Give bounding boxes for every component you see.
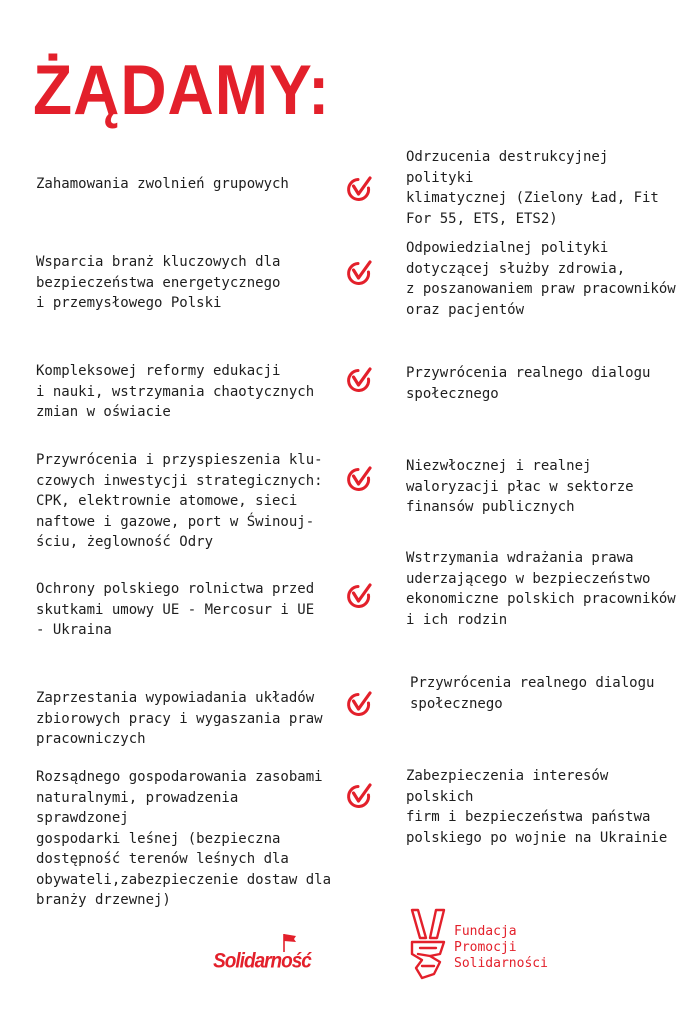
page-title: ŻĄDAMY: [33, 50, 331, 130]
check-circle-icon [345, 690, 373, 718]
v-sign-logo-icon [406, 908, 450, 984]
solidarnosc-logo-text: Solidarność [213, 949, 311, 972]
check-circle-icon [345, 465, 373, 493]
check-circle-icon [345, 366, 373, 394]
demand-left-1: Zahamowania zwolnień grupowych [36, 176, 289, 192]
foundation-name: Fundacja Promocji Solidarności [454, 924, 548, 971]
demand-left-3: Kompleksowej reformy edukacji i nauki, wstrzymania chaotycznych zmian w oświacie [36, 363, 315, 420]
demand-right-6: Przywrócenia realnego dialogu społecznego [410, 675, 655, 712]
demand-right-2: Odpowiedzialnej polityki dotyczącej służby zdrowia, z poszanowaniem praw pracowników oraz pacjentów [406, 240, 676, 318]
demand-right-3: Przywrócenia realnego dialogu społecznego [406, 365, 651, 402]
solidarnosc-logo [198, 930, 326, 972]
demand-left-7: Rozsądnego gospodarowania zasobami naturalnymi, prowadzenia sprawdzonej gospodarki leśnej (bezpieczna dostępność terenów leśnych dla obywateli,zabezpieczenie dostaw dla branży drzewnej) [36, 769, 332, 908]
demand-right-1: Odrzucenia destrukcyjnej polityki klimatycznej (Zielony Ład, Fit For 55, ETS, ETS2) [406, 149, 659, 227]
demand-left-5: Ochrony polskiego rolnictwa przed skutkami umowy UE - Mercosur i UE - Ukraina [36, 581, 315, 638]
demand-left-6: Zaprzestania wypowiadania układów zbiorowych pracy i wygaszania praw pracowniczych [36, 690, 323, 747]
check-circle-icon [345, 782, 373, 810]
check-circle-icon [345, 259, 373, 287]
demand-right-4: Niezwłocznej i realnej waloryzacji płac w sektorze finansów publicznych [406, 458, 634, 515]
demand-right-5: Wstrzymania wdrażania prawa uderzającego w bezpieczeństwo ekonomiczne polskich pracowników i ich rodzin [406, 550, 676, 628]
demand-left-4: Przywrócenia i przyspieszenia klu- czowych inwestycji strategicznych: CPK, elektrownie atomowe, sieci naftowe i gazowe, port w Świnouj- ściu, żeglowność Odry [36, 452, 323, 550]
check-circle-icon [345, 175, 373, 203]
check-circle-icon [345, 582, 373, 610]
demand-right-7: Zabezpieczenia interesów polskich firm i bezpieczeństwa państwa polskiego po wojnie na Ukrainie [406, 768, 668, 846]
demand-left-2: Wsparcia branż kluczowych dla bezpieczeństwa energetycznego i przemysłowego Polski [36, 254, 281, 311]
